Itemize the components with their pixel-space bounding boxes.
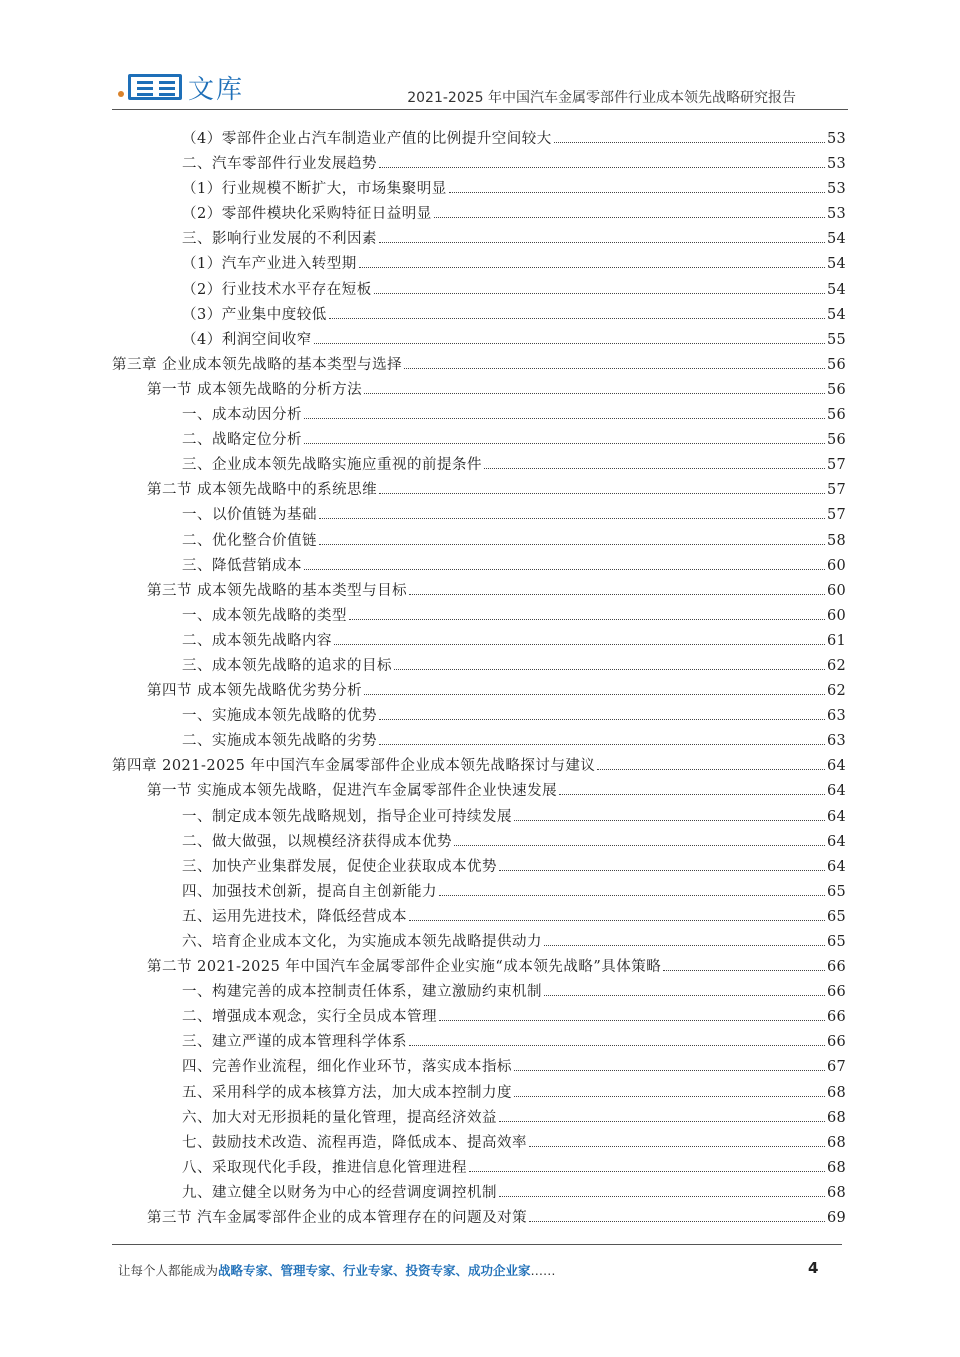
toc-page-number: 54 — [826, 231, 846, 248]
toc-dot-leader — [304, 569, 825, 570]
toc-entry[interactable] — [112, 554, 846, 579]
toc-entry[interactable] — [112, 905, 846, 930]
toc-dot-leader — [484, 468, 825, 469]
toc-entry-title: （3）产业集中度较低 — [182, 306, 327, 323]
toc-entry[interactable] — [112, 654, 846, 679]
toc-dot-leader — [364, 694, 825, 695]
toc-page-number: 65 — [826, 934, 846, 950]
toc-page-number: 66 — [826, 1009, 846, 1026]
toc-dot-leader — [409, 1045, 825, 1046]
toc-entry-title: 二、做大做强，以规模经济获得成本优势 — [182, 833, 452, 850]
toc-dot-leader — [514, 820, 825, 821]
toc-dot-leader — [409, 920, 825, 921]
toc-dot-leader — [379, 242, 825, 243]
toc-page-number: 67 — [826, 1059, 846, 1076]
site-logo — [118, 70, 244, 104]
toc-entry-title: 六、加大对无形损耗的量化管理，提高经济效益 — [182, 1109, 497, 1126]
footer-slogan-prefix: 让每个人都能成为 — [118, 1263, 219, 1278]
toc-page-number: 58 — [826, 532, 846, 549]
toc-dot-leader — [394, 669, 825, 670]
toc-dot-leader — [379, 719, 825, 720]
toc-entry[interactable] — [112, 202, 846, 227]
toc-entry-title: 二、优化整合价值链 — [182, 532, 317, 549]
toc-section[interactable] — [112, 1206, 846, 1231]
toc-dot-leader — [529, 1221, 825, 1222]
toc-entry[interactable] — [112, 152, 846, 177]
toc-entry[interactable] — [112, 328, 846, 353]
toc-entry[interactable] — [112, 127, 846, 152]
logo-text: 文库 — [188, 74, 245, 105]
toc-entry[interactable] — [112, 1156, 846, 1181]
toc-page-number: 64 — [826, 858, 846, 875]
toc-dot-leader — [304, 443, 825, 444]
toc-entry-title: 五、运用先进技术，降低经营成本 — [182, 908, 407, 925]
toc-entry[interactable] — [112, 252, 846, 277]
toc-entry-title: 三、成本领先战略的追求的目标 — [182, 657, 392, 674]
toc-page-number: 56 — [826, 432, 846, 449]
toc-dot-leader — [349, 619, 825, 620]
toc-page-number: 54 — [826, 281, 846, 298]
toc-entry-title: 二、成本领先战略内容 — [182, 632, 332, 649]
page-number: 4 — [808, 1259, 819, 1277]
toc-dot-leader — [404, 368, 825, 369]
toc-page-number: 53 — [826, 156, 846, 173]
toc-page-number: 68 — [826, 1159, 846, 1176]
toc-entry-title: 六、培育企业成本文化，为实施成本领先战略提供动力 — [182, 934, 542, 950]
toc-section[interactable] — [112, 378, 846, 403]
toc-page-number: 66 — [826, 1034, 846, 1051]
toc-dot-leader — [319, 518, 825, 519]
toc-page-number: 68 — [826, 1084, 846, 1101]
toc-page-number: 65 — [826, 908, 846, 925]
toc-page-number: 53 — [826, 181, 846, 198]
toc-entry[interactable] — [112, 1106, 846, 1131]
toc-page-number: 56 — [826, 356, 846, 373]
toc-entry-title: 二、增强成本观念，实行全员成本管理 — [182, 1009, 437, 1026]
toc-entry[interactable] — [112, 805, 846, 830]
toc-page-number: 66 — [826, 984, 846, 1001]
toc-entry-title: 三、建立严谨的成本管理科学体系 — [182, 1034, 407, 1051]
toc-page-number: 60 — [826, 582, 846, 599]
toc-dot-leader — [304, 418, 825, 419]
toc-page-number: 61 — [826, 632, 846, 649]
toc-dot-leader — [439, 1020, 825, 1021]
toc-chapter[interactable] — [112, 353, 846, 378]
toc-entry-title: 第三章 企业成本领先战略的基本类型与选择 — [112, 356, 403, 373]
toc-dot-leader — [434, 217, 825, 218]
toc-page-number: 68 — [826, 1184, 846, 1201]
toc-page-number: 63 — [826, 708, 846, 725]
toc-page-number: 62 — [826, 683, 846, 700]
toc-page-number: 60 — [826, 557, 846, 574]
toc-dot-leader — [439, 895, 825, 896]
toc-entry[interactable] — [112, 428, 846, 453]
toc-dot-leader — [597, 769, 825, 770]
toc-entry-title: 七、鼓励技术改造、流程再造，降低成本、提高效率 — [182, 1134, 527, 1151]
toc-dot-leader — [514, 1096, 825, 1097]
toc-entry[interactable] — [112, 403, 846, 428]
toc-page-number: 66 — [826, 959, 846, 976]
toc-entry[interactable] — [112, 1131, 846, 1156]
toc-entry-title: 二、汽车零部件行业发展趋势 — [182, 156, 377, 173]
toc-entry-title: 第二节 成本领先战略中的系统思维 — [147, 482, 378, 499]
toc-page-number: 69 — [826, 1210, 846, 1227]
report-header-title: 2021-2025 年中国汽车金属零部件行业成本领先战略研究报告 — [407, 90, 796, 106]
toc-dot-leader — [359, 267, 825, 268]
toc-dot-leader — [499, 870, 825, 871]
toc-dot-leader — [379, 167, 825, 168]
toc-page-number: 54 — [826, 256, 846, 273]
toc-entry-title: 四、完善作业流程，细化作业环节，落实成本指标 — [182, 1059, 512, 1076]
toc-entry-title: 一、成本领先战略的类型 — [182, 607, 347, 624]
toc-dot-leader — [544, 995, 825, 996]
toc-entry[interactable] — [112, 980, 846, 1005]
toc-page-number: 57 — [826, 507, 846, 524]
toc-entry-title: （2）零部件模块化采购特征日益明显 — [182, 206, 432, 223]
toc-entry-title: 第四章 2021-2025 年中国汽车金属零部件企业成本领先战略探讨与建议 — [112, 758, 596, 775]
toc-page-number: 65 — [826, 883, 846, 900]
toc-dot-leader — [319, 544, 825, 545]
toc-page-number: 57 — [826, 482, 846, 499]
toc-page-number: 64 — [826, 783, 846, 800]
toc-entry-title: （1）汽车产业进入转型期 — [182, 256, 357, 273]
toc-entry-title: （4）利润空间收窄 — [182, 331, 312, 348]
toc-entry[interactable] — [112, 629, 846, 654]
toc-dot-leader — [314, 343, 825, 344]
toc-page-number: 68 — [826, 1134, 846, 1151]
toc-entry[interactable] — [112, 453, 846, 478]
toc-dot-leader — [364, 393, 825, 394]
toc-section[interactable] — [112, 955, 846, 980]
toc-entry[interactable] — [112, 855, 846, 880]
toc-entry-title: 一、以价值链为基础 — [182, 507, 317, 524]
toc-section[interactable] — [112, 478, 846, 503]
toc-page-number: 64 — [826, 808, 846, 825]
toc-page-number: 56 — [826, 407, 846, 424]
toc-entry-title: 三、企业成本领先战略实施应重视的前提条件 — [182, 457, 482, 474]
toc-entry[interactable] — [112, 1081, 846, 1106]
toc-dot-leader — [379, 493, 825, 494]
toc-entry[interactable] — [112, 830, 846, 855]
toc-page-number: 63 — [826, 733, 846, 750]
toc-dot-leader — [449, 192, 825, 193]
toc-chapter[interactable] — [112, 754, 846, 779]
toc-section[interactable] — [112, 579, 846, 604]
toc-entry-title: 二、实施成本领先战略的劣势 — [182, 733, 377, 750]
toc-entry-title: 一、实施成本领先战略的优势 — [182, 708, 377, 725]
toc-page-number: 53 — [826, 206, 846, 223]
toc-section[interactable] — [112, 679, 846, 704]
footer-slogan — [118, 1261, 556, 1279]
toc-entry[interactable] — [112, 1030, 846, 1055]
toc-dot-leader — [514, 1070, 825, 1071]
toc-entry-title: 第一节 成本领先战略的分析方法 — [147, 381, 363, 398]
toc-entry[interactable] — [112, 930, 846, 955]
toc-entry-title: 二、战略定位分析 — [182, 432, 302, 449]
toc-entry[interactable] — [112, 704, 846, 729]
logo-dot-icon — [118, 91, 124, 97]
toc-entry-title: 三、加快产业集群发展，促使企业获取成本优势 — [182, 858, 497, 875]
toc-dot-leader — [334, 644, 825, 645]
toc-entry[interactable] — [112, 1181, 846, 1206]
toc-dot-leader — [663, 970, 825, 971]
toc-entry-title: 一、制定成本领先战略规划，指导企业可持续发展 — [182, 808, 512, 825]
header-divider — [112, 109, 848, 110]
toc-entry[interactable] — [112, 227, 846, 252]
toc-entry-title: 三、降低营销成本 — [182, 557, 302, 574]
toc-entry[interactable] — [112, 503, 846, 528]
toc-page-number: 57 — [826, 457, 846, 474]
toc-entry-title: （4）零部件企业占汽车制造业产值的比例提升空间较大 — [182, 131, 552, 147]
toc-dot-leader — [374, 293, 825, 294]
toc-entry[interactable] — [112, 278, 846, 303]
toc-page-number: 64 — [826, 833, 846, 850]
toc-section[interactable] — [112, 779, 846, 804]
toc-dot-leader — [454, 845, 825, 846]
toc-dot-leader — [469, 1171, 825, 1172]
table-of-contents — [112, 127, 846, 1231]
toc-page-number: 53 — [826, 131, 846, 147]
toc-entry[interactable] — [112, 604, 846, 629]
toc-entry-title: 三、影响行业发展的不利因素 — [182, 231, 377, 248]
footer-slogan-suffix: …… — [530, 1263, 556, 1278]
toc-page-number: 56 — [826, 381, 846, 398]
toc-dot-leader — [409, 594, 825, 595]
footer-slogan-highlight: 战略专家、管理专家、行业专家、投资专家、成功企业家 — [218, 1263, 531, 1278]
toc-dot-leader — [329, 318, 825, 319]
toc-entry-title: 一、成本动因分析 — [182, 407, 302, 424]
toc-page-number: 62 — [826, 657, 846, 674]
footer-divider — [112, 1244, 842, 1245]
logo-mark-icon — [128, 74, 182, 100]
toc-page-number: 68 — [826, 1109, 846, 1126]
toc-entry-title: 第二节 2021-2025 年中国汽车金属零部件企业实施“成本领先战略”具体策略 — [147, 959, 662, 976]
toc-dot-leader — [559, 794, 825, 795]
toc-entry-title: （2）行业技术水平存在短板 — [182, 281, 372, 298]
toc-dot-leader — [554, 142, 825, 143]
toc-entry-title: 第一节 实施成本领先战略，促进汽车金属零部件企业快速发展 — [147, 783, 558, 800]
toc-page-number: 60 — [826, 607, 846, 624]
toc-page-number: 64 — [826, 758, 846, 775]
toc-entry-title: 第三节 成本领先战略的基本类型与目标 — [147, 582, 408, 599]
toc-entry-title: 第三节 汽车金属零部件企业的成本管理存在的问题及对策 — [147, 1210, 528, 1227]
toc-entry[interactable] — [112, 1005, 846, 1030]
toc-entry-title: （1）行业规模不断扩大，市场集聚明显 — [182, 181, 447, 198]
toc-page-number: 55 — [826, 331, 846, 348]
toc-dot-leader — [379, 744, 825, 745]
toc-entry-title: 四、加强技术创新，提高自主创新能力 — [182, 883, 437, 900]
toc-entry-title: 九、建立健全以财务为中心的经营调度调控机制 — [182, 1184, 497, 1201]
toc-dot-leader — [499, 1196, 825, 1197]
toc-entry-title: 五、采用科学的成本核算方法，加大成本控制力度 — [182, 1084, 512, 1101]
toc-dot-leader — [499, 1121, 825, 1122]
toc-page-number: 54 — [826, 306, 846, 323]
toc-entry[interactable] — [112, 729, 846, 754]
toc-entry[interactable] — [112, 529, 846, 554]
toc-entry[interactable] — [112, 880, 846, 905]
toc-entry[interactable] — [112, 1055, 846, 1080]
toc-entry[interactable] — [112, 177, 846, 202]
toc-dot-leader — [544, 945, 825, 946]
toc-entry[interactable] — [112, 303, 846, 328]
toc-entry-title: 八、采取现代化手段，推进信息化管理进程 — [182, 1159, 467, 1176]
toc-dot-leader — [529, 1146, 825, 1147]
toc-entry-title: 一、构建完善的成本控制责任体系，建立激励约束机制 — [182, 984, 542, 1001]
toc-entry-title: 第四节 成本领先战略优劣势分析 — [147, 683, 363, 700]
